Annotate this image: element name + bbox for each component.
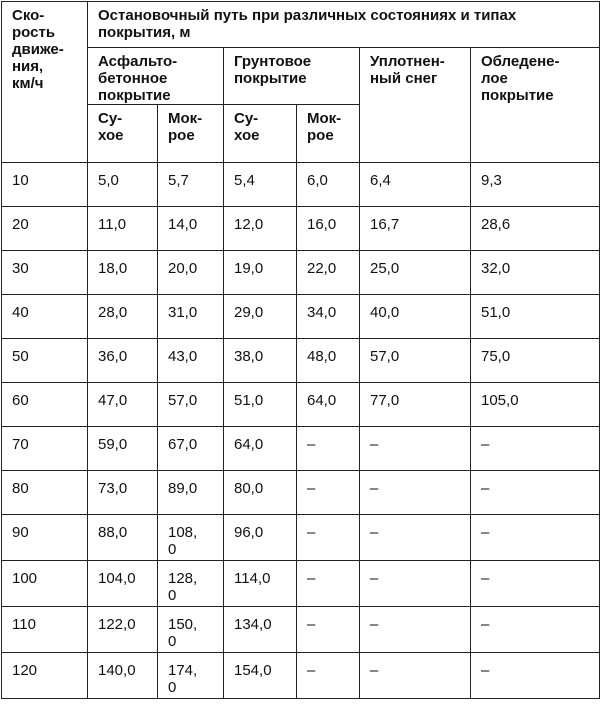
cell-asphalt-wet: 31,0 (158, 295, 224, 339)
cell-asphalt-dry: 73,0 (88, 471, 158, 515)
cell-ground-wet: 64,0 (297, 383, 360, 427)
cell-ground-dry: 12,0 (224, 207, 297, 251)
header-asphalt-wet: Мок- рое (158, 105, 224, 163)
cell-ground-wet: – (297, 515, 360, 561)
table-row (2, 515, 600, 561)
cell-ground-wet: – (297, 471, 360, 515)
header-ice: Обледене- лое покрытие (471, 48, 600, 163)
cell-snow: – (360, 607, 471, 653)
cell-ice: – (471, 607, 600, 653)
table-row (2, 427, 600, 471)
cell-ground-dry: 114,0 (224, 561, 297, 607)
cell-ground-wet: 22,0 (297, 251, 360, 295)
cell-asphalt-dry: 11,0 (88, 207, 158, 251)
cell-speed: 70 (2, 427, 88, 471)
cell-asphalt-dry: 122,0 (88, 607, 158, 653)
cell-ground-wet: – (297, 427, 360, 471)
cell-asphalt-dry: 36,0 (88, 339, 158, 383)
cell-snow: 6,4 (360, 163, 471, 207)
cell-ground-dry: 80,0 (224, 471, 297, 515)
cell-speed: 120 (2, 653, 88, 699)
cell-asphalt-wet: 67,0 (158, 427, 224, 471)
cell-ground-dry: 154,0 (224, 653, 297, 699)
cell-ice: 51,0 (471, 295, 600, 339)
table-row (2, 561, 600, 607)
cell-asphalt-wet: 128, 0 (158, 561, 224, 607)
cell-ground-wet: 16,0 (297, 207, 360, 251)
cell-ice: – (471, 427, 600, 471)
header-ground: Грунтовое покрытие (224, 48, 360, 105)
cell-asphalt-wet: 89,0 (158, 471, 224, 515)
cell-speed: 110 (2, 607, 88, 653)
table-row (2, 251, 600, 295)
cell-snow: 16,7 (360, 207, 471, 251)
cell-ice: 9,3 (471, 163, 600, 207)
table-row (2, 295, 600, 339)
cell-ice: 28,6 (471, 207, 600, 251)
cell-asphalt-wet: 150, 0 (158, 607, 224, 653)
cell-speed: 20 (2, 207, 88, 251)
cell-snow: 25,0 (360, 251, 471, 295)
cell-ground-dry: 96,0 (224, 515, 297, 561)
cell-speed: 40 (2, 295, 88, 339)
cell-ice: – (471, 471, 600, 515)
cell-asphalt-wet: 108, 0 (158, 515, 224, 561)
cell-snow: – (360, 561, 471, 607)
cell-asphalt-dry: 47,0 (88, 383, 158, 427)
cell-snow: 40,0 (360, 295, 471, 339)
cell-asphalt-wet: 57,0 (158, 383, 224, 427)
cell-asphalt-dry: 59,0 (88, 427, 158, 471)
cell-asphalt-dry: 18,0 (88, 251, 158, 295)
cell-ground-dry: 29,0 (224, 295, 297, 339)
cell-ground-wet: 6,0 (297, 163, 360, 207)
cell-speed: 100 (2, 561, 88, 607)
cell-ground-wet: 34,0 (297, 295, 360, 339)
cell-asphalt-wet: 20,0 (158, 251, 224, 295)
header-speed: Ско- рость движе- ния, км/ч (2, 2, 88, 163)
header-ground-dry: Су- хое (224, 105, 297, 163)
cell-snow: – (360, 515, 471, 561)
cell-ice: 105,0 (471, 383, 600, 427)
cell-ground-dry: 64,0 (224, 427, 297, 471)
header-snow: Уплотнен- ный снег (360, 48, 471, 163)
cell-ground-dry: 5,4 (224, 163, 297, 207)
cell-ground-dry: 51,0 (224, 383, 297, 427)
cell-ice: 75,0 (471, 339, 600, 383)
cell-speed: 10 (2, 163, 88, 207)
header-ground-wet: Мок- рое (297, 105, 360, 163)
table-row (2, 163, 600, 207)
cell-asphalt-dry: 140,0 (88, 653, 158, 699)
cell-ground-dry: 134,0 (224, 607, 297, 653)
cell-snow: – (360, 427, 471, 471)
cell-asphalt-wet: 5,7 (158, 163, 224, 207)
cell-asphalt-dry: 104,0 (88, 561, 158, 607)
header-asphalt: Асфальто- бетонное покрытие (88, 48, 224, 105)
cell-snow: – (360, 471, 471, 515)
cell-ground-wet: – (297, 561, 360, 607)
cell-asphalt-wet: 174, 0 (158, 653, 224, 699)
cell-ice: – (471, 561, 600, 607)
cell-speed: 90 (2, 515, 88, 561)
cell-asphalt-wet: 14,0 (158, 207, 224, 251)
cell-speed: 80 (2, 471, 88, 515)
cell-asphalt-wet: 43,0 (158, 339, 224, 383)
header-asphalt-dry: Су- хое (88, 105, 158, 163)
cell-ice: – (471, 515, 600, 561)
table-body (2, 163, 600, 699)
table-row (2, 339, 600, 383)
cell-snow: 77,0 (360, 383, 471, 427)
cell-ground-wet: – (297, 607, 360, 653)
cell-asphalt-dry: 88,0 (88, 515, 158, 561)
table-row (2, 471, 600, 515)
cell-snow: 57,0 (360, 339, 471, 383)
cell-ice: 32,0 (471, 251, 600, 295)
table-row (2, 607, 600, 653)
cell-asphalt-dry: 5,0 (88, 163, 158, 207)
table-row (2, 653, 600, 699)
cell-speed: 30 (2, 251, 88, 295)
cell-speed: 50 (2, 339, 88, 383)
cell-asphalt-dry: 28,0 (88, 295, 158, 339)
cell-ground-dry: 38,0 (224, 339, 297, 383)
cell-ground-dry: 19,0 (224, 251, 297, 295)
table-row (2, 383, 600, 427)
cell-snow: – (360, 653, 471, 699)
header-title: Остановочный путь при различных состояниях и типах покрытия, м (88, 2, 600, 48)
cell-speed: 60 (2, 383, 88, 427)
table-row (2, 207, 600, 251)
stopping-distance-table (1, 1, 600, 699)
cell-ground-wet: – (297, 653, 360, 699)
cell-ground-wet: 48,0 (297, 339, 360, 383)
cell-ice: – (471, 653, 600, 699)
